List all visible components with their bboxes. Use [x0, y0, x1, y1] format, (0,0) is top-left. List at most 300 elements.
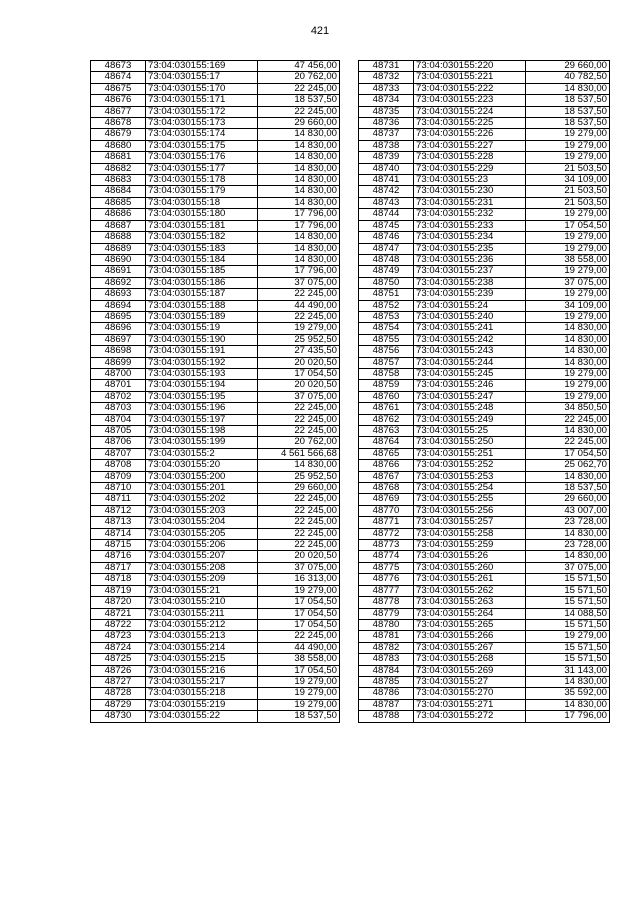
row-number: 48749 [359, 266, 414, 277]
row-number: 48737 [359, 129, 414, 140]
cadastral-value: 14 830,00 [258, 186, 340, 197]
cadastral-number: 73:04:030155:255 [414, 494, 526, 505]
cadastral-value: 29 660,00 [526, 61, 610, 72]
row-number: 48685 [91, 197, 146, 208]
table-row [91, 688, 340, 699]
cadastral-number: 73:04:030155:237 [414, 266, 526, 277]
table-row [91, 460, 340, 471]
row-number: 48729 [91, 699, 146, 710]
row-number: 48704 [91, 414, 146, 425]
cadastral-value: 14 830,00 [526, 334, 610, 345]
row-number: 48768 [359, 483, 414, 494]
cadastral-table-right [358, 60, 610, 723]
cadastral-value: 22 245,00 [258, 631, 340, 642]
cadastral-number: 73:04:030155:225 [414, 118, 526, 129]
row-number: 48730 [91, 711, 146, 722]
cadastral-number: 73:04:030155:20 [146, 460, 258, 471]
cadastral-number: 73:04:030155:178 [146, 175, 258, 186]
cadastral-value: 38 558,00 [526, 254, 610, 265]
table-row [91, 585, 340, 596]
cadastral-value: 17 054,50 [258, 368, 340, 379]
table-row [359, 391, 610, 402]
row-number: 48757 [359, 357, 414, 368]
cadastral-value: 19 279,00 [258, 688, 340, 699]
table-row [359, 608, 610, 619]
row-number: 48752 [359, 300, 414, 311]
table-row [359, 460, 610, 471]
row-number: 48680 [91, 140, 146, 151]
cadastral-value: 14 830,00 [258, 232, 340, 243]
row-number: 48711 [91, 494, 146, 505]
table-row [359, 254, 610, 265]
cadastral-number: 73:04:030155:265 [414, 619, 526, 630]
row-number: 48769 [359, 494, 414, 505]
table-row [91, 528, 340, 539]
cadastral-value: 4 561 566,68 [258, 448, 340, 459]
cadastral-value: 19 279,00 [526, 380, 610, 391]
cadastral-value: 14 830,00 [258, 152, 340, 163]
cadastral-value: 44 490,00 [258, 300, 340, 311]
table-row [359, 642, 610, 653]
cadastral-number: 73:04:030155:191 [146, 346, 258, 357]
cadastral-value: 14 830,00 [258, 129, 340, 140]
row-number: 48713 [91, 517, 146, 528]
cadastral-number: 73:04:030155:263 [414, 597, 526, 608]
table-row [359, 380, 610, 391]
cadastral-number: 73:04:030155:257 [414, 517, 526, 528]
table-row [91, 551, 340, 562]
table-row [91, 118, 340, 129]
cadastral-number: 73:04:030155:238 [414, 277, 526, 288]
cadastral-value: 16 313,00 [258, 574, 340, 585]
cadastral-value: 29 660,00 [526, 494, 610, 505]
cadastral-value: 21 503,50 [526, 186, 610, 197]
row-number: 48731 [359, 61, 414, 72]
table-row [91, 631, 340, 642]
row-number: 48721 [91, 608, 146, 619]
cadastral-number: 73:04:030155:200 [146, 471, 258, 482]
cadastral-number: 73:04:030155:195 [146, 391, 258, 402]
row-number: 48766 [359, 460, 414, 471]
table-row [91, 619, 340, 630]
cadastral-value: 14 830,00 [526, 426, 610, 437]
table-row [359, 676, 610, 687]
cadastral-value: 19 279,00 [526, 129, 610, 140]
cadastral-value: 18 537,50 [258, 95, 340, 106]
row-number: 48695 [91, 311, 146, 322]
table-row [359, 528, 610, 539]
cadastral-number: 73:04:030155:212 [146, 619, 258, 630]
row-number: 48759 [359, 380, 414, 391]
row-number: 48771 [359, 517, 414, 528]
cadastral-number: 73:04:030155:252 [414, 460, 526, 471]
cadastral-value: 37 075,00 [258, 562, 340, 573]
row-number: 48710 [91, 483, 146, 494]
row-number: 48782 [359, 642, 414, 653]
table-row [91, 140, 340, 151]
cadastral-value: 17 796,00 [258, 209, 340, 220]
table-row [359, 61, 610, 72]
table-row [91, 471, 340, 482]
row-number: 48748 [359, 254, 414, 265]
table-row [359, 300, 610, 311]
row-number: 48742 [359, 186, 414, 197]
table-row [359, 494, 610, 505]
cadastral-number: 73:04:030155:19 [146, 323, 258, 334]
table-row [359, 266, 610, 277]
row-number: 48703 [91, 403, 146, 414]
cadastral-number: 73:04:030155:240 [414, 311, 526, 322]
cadastral-number: 73:04:030155:206 [146, 540, 258, 551]
cadastral-value: 27 435,50 [258, 346, 340, 357]
cadastral-value: 22 245,00 [258, 289, 340, 300]
cadastral-number: 73:04:030155:179 [146, 186, 258, 197]
table-row [91, 311, 340, 322]
row-number: 48702 [91, 391, 146, 402]
cadastral-number: 73:04:030155:220 [414, 61, 526, 72]
table-row [359, 562, 610, 573]
cadastral-number: 73:04:030155:256 [414, 505, 526, 516]
table-row [359, 220, 610, 231]
table-row [91, 83, 340, 94]
cadastral-number: 73:04:030155:174 [146, 129, 258, 140]
table-row [359, 175, 610, 186]
cadastral-value: 25 952,50 [258, 334, 340, 345]
table-row [359, 72, 610, 83]
table-row [91, 266, 340, 277]
cadastral-number: 73:04:030155:215 [146, 654, 258, 665]
cadastral-number: 73:04:030155:169 [146, 61, 258, 72]
table-row [359, 357, 610, 368]
row-number: 48783 [359, 654, 414, 665]
table-row [359, 232, 610, 243]
row-number: 48709 [91, 471, 146, 482]
cadastral-number: 73:04:030155:241 [414, 323, 526, 334]
cadastral-value: 22 245,00 [258, 540, 340, 551]
table-row [359, 289, 610, 300]
cadastral-number: 73:04:030155:219 [146, 699, 258, 710]
row-number: 48739 [359, 152, 414, 163]
cadastral-value: 15 571,50 [526, 642, 610, 653]
cadastral-value: 19 279,00 [526, 243, 610, 254]
row-number: 48786 [359, 688, 414, 699]
cadastral-number: 73:04:030155:17 [146, 72, 258, 83]
table-row [91, 323, 340, 334]
cadastral-number: 73:04:030155:223 [414, 95, 526, 106]
cadastral-number: 73:04:030155:243 [414, 346, 526, 357]
cadastral-value: 14 830,00 [526, 676, 610, 687]
table-row [359, 426, 610, 437]
row-number: 48732 [359, 72, 414, 83]
table-row [91, 380, 340, 391]
cadastral-value: 18 537,50 [526, 95, 610, 106]
cadastral-number: 73:04:030155:209 [146, 574, 258, 585]
cadastral-value: 18 537,50 [526, 118, 610, 129]
table-row [91, 209, 340, 220]
row-number: 48772 [359, 528, 414, 539]
cadastral-number: 73:04:030155:224 [414, 106, 526, 117]
table-row [359, 437, 610, 448]
cadastral-value: 19 279,00 [258, 676, 340, 687]
cadastral-value: 37 075,00 [258, 391, 340, 402]
cadastral-number: 73:04:030155:254 [414, 483, 526, 494]
row-number: 48694 [91, 300, 146, 311]
cadastral-value: 21 503,50 [526, 163, 610, 174]
cadastral-number: 73:04:030155:262 [414, 585, 526, 596]
cadastral-value: 14 830,00 [526, 357, 610, 368]
row-number: 48770 [359, 505, 414, 516]
cadastral-number: 73:04:030155:176 [146, 152, 258, 163]
table-row [359, 665, 610, 676]
cadastral-number: 73:04:030155:229 [414, 163, 526, 174]
cadastral-number: 73:04:030155:173 [146, 118, 258, 129]
table-row [91, 437, 340, 448]
cadastral-value: 22 245,00 [258, 426, 340, 437]
table-row [91, 711, 340, 722]
cadastral-value: 22 245,00 [258, 505, 340, 516]
cadastral-number: 73:04:030155:171 [146, 95, 258, 106]
cadastral-number: 73:04:030155:244 [414, 357, 526, 368]
row-number: 48690 [91, 254, 146, 265]
cadastral-number: 73:04:030155:190 [146, 334, 258, 345]
row-number: 48691 [91, 266, 146, 277]
cadastral-number: 73:04:030155:227 [414, 140, 526, 151]
cadastral-value: 37 075,00 [526, 562, 610, 573]
cadastral-value: 18 537,50 [258, 711, 340, 722]
cadastral-number: 73:04:030155:272 [414, 711, 526, 722]
table-row [91, 665, 340, 676]
row-number: 48764 [359, 437, 414, 448]
table-row [91, 72, 340, 83]
cadastral-value: 17 054,50 [526, 220, 610, 231]
cadastral-number: 73:04:030155:197 [146, 414, 258, 425]
table-row [91, 175, 340, 186]
page-number: 421 [310, 25, 330, 37]
table-row [359, 505, 610, 516]
cadastral-value: 25 062,70 [526, 460, 610, 471]
table-row [359, 346, 610, 357]
table-row [359, 574, 610, 585]
table-row [359, 619, 610, 630]
row-number: 48679 [91, 129, 146, 140]
cadastral-number: 73:04:030155:249 [414, 414, 526, 425]
table-row [91, 95, 340, 106]
table-row [359, 209, 610, 220]
table-row [359, 311, 610, 322]
cadastral-value: 22 245,00 [258, 528, 340, 539]
cadastral-value: 22 245,00 [258, 106, 340, 117]
table-row [91, 642, 340, 653]
table-row [91, 334, 340, 345]
table-row [359, 540, 610, 551]
cadastral-number: 73:04:030155:259 [414, 540, 526, 551]
row-number: 48773 [359, 540, 414, 551]
row-number: 48735 [359, 106, 414, 117]
row-number: 48740 [359, 163, 414, 174]
table-row [91, 254, 340, 265]
cadastral-value: 14 830,00 [258, 254, 340, 265]
cadastral-value: 37 075,00 [258, 277, 340, 288]
cadastral-value: 19 279,00 [526, 266, 610, 277]
table-row [91, 106, 340, 117]
cadastral-number: 73:04:030155:269 [414, 665, 526, 676]
cadastral-value: 19 279,00 [258, 323, 340, 334]
table-row [359, 83, 610, 94]
cadastral-number: 73:04:030155:247 [414, 391, 526, 402]
cadastral-number: 73:04:030155:210 [146, 597, 258, 608]
cadastral-value: 22 245,00 [258, 494, 340, 505]
cadastral-value: 20 020,50 [258, 551, 340, 562]
table-row [91, 403, 340, 414]
cadastral-value: 15 571,50 [526, 597, 610, 608]
cadastral-value: 19 279,00 [526, 368, 610, 379]
row-number: 48779 [359, 608, 414, 619]
row-number: 48750 [359, 277, 414, 288]
cadastral-value: 19 279,00 [526, 289, 610, 300]
cadastral-value: 17 796,00 [258, 266, 340, 277]
cadastral-value: 17 054,50 [526, 448, 610, 459]
table-row [359, 631, 610, 642]
cadastral-number: 73:04:030155:258 [414, 528, 526, 539]
table-row [91, 391, 340, 402]
cadastral-value: 14 830,00 [258, 175, 340, 186]
cadastral-number: 73:04:030155:248 [414, 403, 526, 414]
table-row [91, 289, 340, 300]
cadastral-value: 14 088,50 [526, 608, 610, 619]
row-number: 48725 [91, 654, 146, 665]
table-row [91, 562, 340, 573]
cadastral-value: 14 830,00 [258, 243, 340, 254]
cadastral-value: 14 830,00 [526, 346, 610, 357]
cadastral-value: 19 279,00 [526, 311, 610, 322]
row-number: 48716 [91, 551, 146, 562]
cadastral-number: 73:04:030155:226 [414, 129, 526, 140]
cadastral-value: 19 279,00 [526, 391, 610, 402]
cadastral-value: 14 830,00 [526, 323, 610, 334]
table-row [359, 483, 610, 494]
cadastral-number: 73:04:030155:175 [146, 140, 258, 151]
row-number: 48755 [359, 334, 414, 345]
row-number: 48674 [91, 72, 146, 83]
row-number: 48760 [359, 391, 414, 402]
row-number: 48746 [359, 232, 414, 243]
table-row [91, 505, 340, 516]
row-number: 48701 [91, 380, 146, 391]
cadastral-value: 40 782,50 [526, 72, 610, 83]
cadastral-value: 22 245,00 [258, 403, 340, 414]
table-row [359, 106, 610, 117]
cadastral-number: 73:04:030155:230 [414, 186, 526, 197]
row-number: 48780 [359, 619, 414, 630]
row-number: 48734 [359, 95, 414, 106]
row-number: 48689 [91, 243, 146, 254]
cadastral-number: 73:04:030155:231 [414, 197, 526, 208]
cadastral-number: 73:04:030155:184 [146, 254, 258, 265]
cadastral-value: 19 279,00 [526, 152, 610, 163]
row-number: 48738 [359, 140, 414, 151]
cadastral-value: 14 830,00 [526, 551, 610, 562]
cadastral-table-left [90, 60, 340, 723]
cadastral-value: 43 007,00 [526, 505, 610, 516]
cadastral-number: 73:04:030155:194 [146, 380, 258, 391]
cadastral-number: 73:04:030155:218 [146, 688, 258, 699]
row-number: 48707 [91, 448, 146, 459]
table-row [359, 323, 610, 334]
cadastral-number: 73:04:030155:180 [146, 209, 258, 220]
cadastral-number: 73:04:030155:246 [414, 380, 526, 391]
cadastral-value: 23 728,00 [526, 517, 610, 528]
table-row [359, 277, 610, 288]
cadastral-value: 17 054,50 [258, 608, 340, 619]
row-number: 48706 [91, 437, 146, 448]
cadastral-value: 47 456,00 [258, 61, 340, 72]
table-row [359, 197, 610, 208]
row-number: 48756 [359, 346, 414, 357]
cadastral-value: 20 762,00 [258, 72, 340, 83]
row-number: 48720 [91, 597, 146, 608]
row-number: 48733 [359, 83, 414, 94]
row-number: 48693 [91, 289, 146, 300]
table-row [359, 699, 610, 710]
table-row [91, 197, 340, 208]
table-row [91, 243, 340, 254]
cadastral-value: 22 245,00 [526, 437, 610, 448]
row-number: 48784 [359, 665, 414, 676]
row-number: 48676 [91, 95, 146, 106]
row-number: 48751 [359, 289, 414, 300]
cadastral-number: 73:04:030155:242 [414, 334, 526, 345]
table-row [359, 140, 610, 151]
cadastral-value: 15 571,50 [526, 654, 610, 665]
table-row [359, 517, 610, 528]
cadastral-value: 20 020,50 [258, 357, 340, 368]
row-number: 48763 [359, 426, 414, 437]
cadastral-value: 35 592,00 [526, 688, 610, 699]
table-row [359, 152, 610, 163]
cadastral-value: 19 279,00 [258, 585, 340, 596]
row-number: 48724 [91, 642, 146, 653]
table-row [359, 448, 610, 459]
table-row [359, 186, 610, 197]
table-row [359, 585, 610, 596]
table-row [91, 608, 340, 619]
table-row [91, 414, 340, 425]
cadastral-number: 73:04:030155:221 [414, 72, 526, 83]
cadastral-value: 17 054,50 [258, 619, 340, 630]
row-number: 48675 [91, 83, 146, 94]
row-number: 48736 [359, 118, 414, 129]
cadastral-value: 19 279,00 [526, 209, 610, 220]
row-number: 48677 [91, 106, 146, 117]
table-row [91, 163, 340, 174]
table-row [91, 597, 340, 608]
cadastral-value: 15 571,50 [526, 619, 610, 630]
cadastral-value: 23 728,00 [526, 540, 610, 551]
row-number: 48741 [359, 175, 414, 186]
row-number: 48745 [359, 220, 414, 231]
cadastral-number: 73:04:030155:253 [414, 471, 526, 482]
cadastral-value: 14 830,00 [526, 699, 610, 710]
cadastral-number: 73:04:030155:260 [414, 562, 526, 573]
row-number: 48787 [359, 699, 414, 710]
cadastral-number: 73:04:030155:239 [414, 289, 526, 300]
cadastral-number: 73:04:030155:214 [146, 642, 258, 653]
cadastral-value: 31 143,00 [526, 665, 610, 676]
row-number: 48699 [91, 357, 146, 368]
row-number: 48767 [359, 471, 414, 482]
cadastral-value: 19 279,00 [526, 232, 610, 243]
table-row [91, 494, 340, 505]
